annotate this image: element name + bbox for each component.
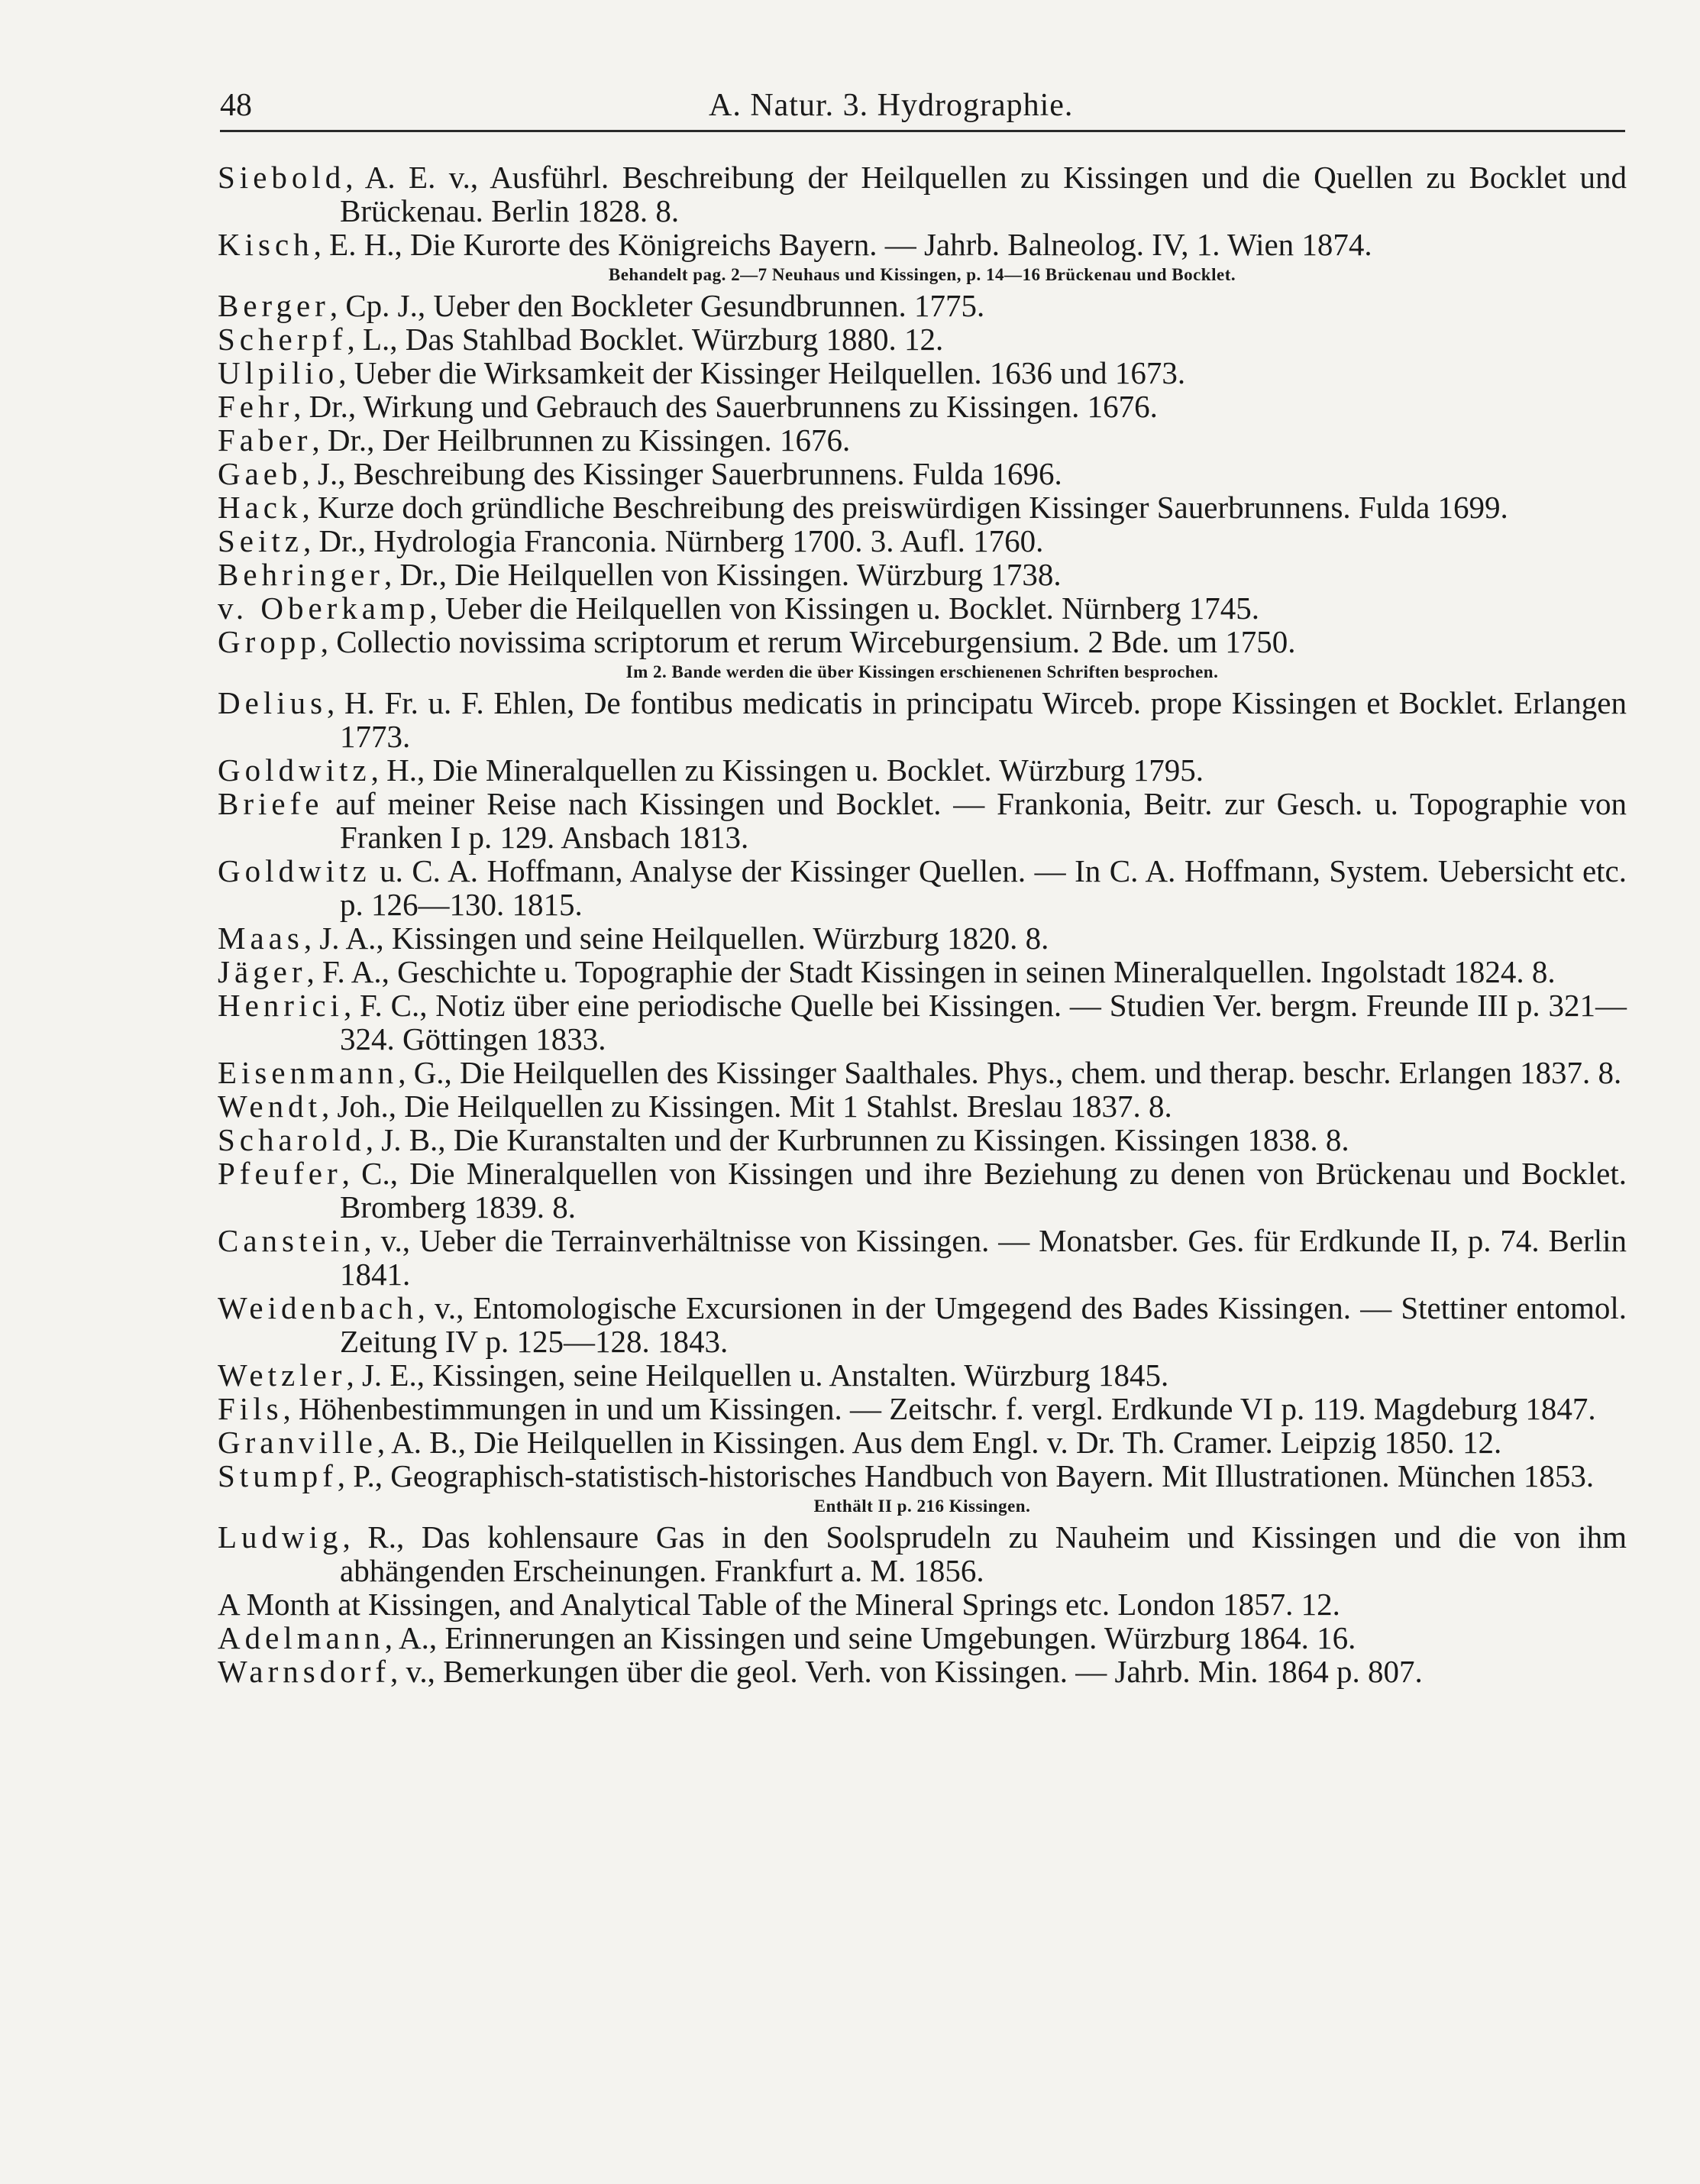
- bibliography-entry: [218, 490, 1627, 524]
- bibliography-entry: [218, 390, 1627, 423]
- bibliography-entry: [218, 457, 1627, 490]
- entry-author: Briefe: [218, 786, 324, 821]
- entry-text: , v., Ueber die Terrainverhältnisse von Kissingen. — Monatsber. Ges. für Erdkunde II, p. 74. Berlin 1841.: [340, 1223, 1627, 1292]
- entry-author: Faber: [218, 422, 312, 458]
- entry-author: v. Oberkamp: [218, 590, 430, 626]
- entry-text: , Kurze doch gründliche Beschreibung des preiswürdigen Kissinger Sauerbrunnens. Fulda 1699.: [302, 490, 1508, 525]
- entry-author: Weidenbach: [218, 1290, 418, 1325]
- entry-author: Fehr: [218, 389, 294, 424]
- bibliography-entry: [218, 753, 1627, 787]
- bibliography-entry: [218, 160, 1627, 228]
- entry-text: , F. A., Geschichte u. Topographie der Stadt Kissingen in seinen Mineralquellen. Ingolstadt 1824. 8.: [306, 954, 1556, 989]
- entry-text: , A. B., Die Heilquellen in Kissingen. Aus dem Engl. v. Dr. Th. Cramer. Leipzig 1850. 12.: [377, 1425, 1502, 1460]
- entry-text: , Dr., Der Heilbrunnen zu Kissingen. 1676.: [312, 422, 851, 458]
- entry-author: Wetzler: [218, 1357, 347, 1393]
- entry-text: , A., Erinnerungen an Kissingen und seine Umgebungen. Würzburg 1864. 16.: [384, 1620, 1356, 1655]
- entry-author: Fils: [218, 1391, 283, 1426]
- entry-text: , Cp. J., Ueber den Bockleter Gesundbrunnen. 1775.: [329, 288, 985, 323]
- entry-author: Henrici: [218, 988, 344, 1023]
- bibliography-entry: [218, 356, 1627, 390]
- bibliography-entry: [218, 289, 1627, 322]
- entry-author: Scharold: [218, 1122, 366, 1157]
- entry-author: Canstein: [218, 1223, 364, 1258]
- entry-text: u. C. A. Hoffmann, Analyse der Kissinger Quellen. — In C. A. Hoffmann, System. Uebersicht etc. p. 126—130. 1815.: [340, 853, 1627, 922]
- bibliography-entry: [218, 228, 1627, 261]
- entry-author: Ludwig: [218, 1519, 343, 1555]
- entry-author: Goldwitz: [218, 752, 371, 788]
- entry-author: Pfeufer: [218, 1156, 342, 1191]
- entry-text: , Dr., Hydrologia Franconia. Nürnberg 1700. 3. Aufl. 1760.: [302, 523, 1044, 558]
- bibliography-entry: [218, 1655, 1627, 1688]
- bibliography-entry: [218, 955, 1627, 988]
- bibliography-entry: [218, 322, 1627, 356]
- bibliography-entry: [218, 1123, 1627, 1157]
- bibliography-entry: [218, 1425, 1627, 1459]
- entry-author: Wendt: [218, 1089, 322, 1124]
- entry-text: , H., Die Mineralquellen zu Kissingen u. Bocklet. Würzburg 1795.: [370, 752, 1204, 788]
- entry-author: Seitz: [218, 523, 303, 558]
- entry-author: Granville: [218, 1425, 377, 1460]
- entry-author: Gaeb: [218, 456, 302, 491]
- bibliography-entry: [218, 1392, 1627, 1425]
- entry-note: Behandelt pag. 2—7 Neuhaus und Kissingen, p. 14—16 Brückenau und Bocklet.: [608, 265, 1236, 284]
- bibliography-list: [218, 160, 1627, 1688]
- entry-author: Berger: [218, 288, 330, 323]
- entry-note: Im 2. Bande werden die über Kissingen erschienenen Schriften besprochen.: [625, 662, 1219, 681]
- bibliography-entry: [218, 591, 1627, 625]
- entry-text: , Ueber die Heilquellen von Kissingen u. Bocklet. Nürnberg 1745.: [429, 590, 1260, 626]
- bibliography-entry: [218, 1291, 1627, 1358]
- bibliography-entry: [218, 524, 1627, 558]
- entry-text: , F. C., Notiz über eine periodische Quelle bei Kissingen. — Studien Ver. bergm. Freunde III p. 321—324. Göttingen 1833.: [340, 988, 1627, 1056]
- bibliography-entry: [218, 423, 1627, 457]
- entry-author: Behringer: [218, 557, 384, 592]
- entry-text: , J. A., Kissingen und seine Heilquellen. Würzburg 1820. 8.: [303, 921, 1049, 956]
- entry-author: Goldwitz: [218, 853, 371, 888]
- entry-text: , A. E. v., Ausführl. Beschreibung der Heilquellen zu Kissingen und die Quellen zu Bocklet und Brückenau. Berlin 1828. 8.: [340, 160, 1627, 228]
- entry-text: , P., Geographisch-statistisch-historisches Handbuch von Bayern. Mit Illustrationen. München 1853.: [337, 1458, 1595, 1493]
- bibliography-entry: [218, 1587, 1627, 1621]
- entry-text: , Ueber die Wirksamkeit der Kissinger Heilquellen. 1636 und 1673.: [338, 355, 1186, 390]
- entry-author: Hack: [218, 490, 302, 525]
- entry-author: Adelmann: [218, 1620, 385, 1655]
- entry-author: Gropp: [218, 624, 321, 659]
- bibliography-entry: [218, 1520, 1627, 1587]
- bibliography-entry: [218, 988, 1627, 1056]
- bibliography-entry: [218, 921, 1627, 955]
- bibliography-entry: [218, 1459, 1627, 1493]
- entry-text: , C., Die Mineralquellen von Kissingen und ihre Beziehung zu denen von Brückenau und Bocklet. Bromberg 1839. 8.: [340, 1156, 1627, 1225]
- entry-text: A Month at Kissingen, and Analytical Table of the Mineral Springs etc. London 1857. 12.: [218, 1587, 1340, 1622]
- entry-author: Kisch: [218, 227, 314, 262]
- entry-text: , J. B., Die Kuranstalten und der Kurbrunnen zu Kissingen. Kissingen 1838. 8.: [365, 1122, 1349, 1157]
- entry-author: Scherpf: [218, 322, 347, 357]
- entry-text: , v., Bemerkungen über die geol. Verh. von Kissingen. — Jahrb. Min. 1864 p. 807.: [390, 1654, 1423, 1689]
- entry-text: , Höhenbestimmungen in und um Kissingen. — Zeitschr. f. vergl. Erdkunde VI p. 119. Magdeburg 1847.: [283, 1391, 1596, 1426]
- bibliography-entry: [218, 787, 1627, 854]
- entry-text: , E. H., Die Kurorte des Königreichs Bayern. — Jahrb. Balneolog. IV, 1. Wien 1874.: [313, 227, 1372, 262]
- bibliography-entry: [218, 1621, 1627, 1655]
- entry-text: , Dr., Die Heilquellen von Kissingen. Würzburg 1738.: [383, 557, 1062, 592]
- entry-text: , Collectio novissima scriptorum et rerum Wirceburgensium. 2 Bde. um 1750.: [320, 624, 1296, 659]
- page-header: [220, 84, 1625, 132]
- running-title: A. Natur. 3. Hydrographie.: [709, 88, 1074, 123]
- entry-note: Enthält II p. 216 Kissingen.: [813, 1496, 1031, 1516]
- bibliography-entry: [218, 854, 1627, 921]
- entry-text: , Dr., Wirkung und Gebrauch des Sauerbrunnens zu Kissingen. 1676.: [293, 389, 1158, 424]
- entry-author: Siebold: [218, 160, 346, 195]
- entry-text: , L., Das Stahlbad Bocklet. Würzburg 1880. 12.: [347, 322, 944, 357]
- bibliography-entry: [218, 625, 1627, 658]
- entry-author: Stumpf: [218, 1458, 338, 1493]
- bibliography-entry: [218, 558, 1627, 591]
- entry-author: Delius: [218, 685, 328, 720]
- page-number: 48: [220, 88, 252, 123]
- entry-text: , G., Die Heilquellen des Kissinger Saalthales. Phys., chem. und therap. beschr. Erlangen 1837. 8.: [398, 1055, 1622, 1090]
- entry-text: , J. E., Kissingen, seine Heilquellen u. Anstalten. Würzburg 1845.: [346, 1357, 1169, 1393]
- entry-author: Maas: [218, 921, 304, 956]
- entry-text: , R., Das kohlensaure Gas in den Soolsprudeln zu Nauheim und Kissingen und die von ihm abhängenden Erscheinungen. Frankfurt a. M. 1856.: [340, 1519, 1627, 1588]
- bibliography-entry: [218, 1056, 1627, 1089]
- bibliography-entry: [218, 686, 1627, 753]
- entry-author: Jäger: [218, 954, 307, 989]
- bibliography-entry: [218, 1358, 1627, 1392]
- entry-text: auf meiner Reise nach Kissingen und Bocklet. — Frankonia, Beitr. zur Gesch. u. Topographie von Franken I p. 129. Ansbach 1813.: [323, 786, 1627, 855]
- entry-text: , Joh., Die Heilquellen zu Kissingen. Mit 1 Stahlst. Breslau 1837. 8.: [322, 1089, 1172, 1124]
- bibliography-entry: [218, 1089, 1627, 1123]
- entry-text: , H. Fr. u. F. Ehlen, De fontibus medicatis in principatu Wirceb. prope Kissingen et Bocklet. Erlangen 1773.: [327, 685, 1627, 754]
- entry-text: , v., Entomologische Excursionen in der Umgegend des Bades Kissingen. — Stettiner entomol. Zeitung IV p. 125—128. 1843.: [340, 1290, 1627, 1359]
- bibliography-entry: [218, 1224, 1627, 1291]
- entry-author: Eisenmann: [218, 1055, 399, 1090]
- bibliography-entry: [218, 1157, 1627, 1224]
- entry-author: Ulpilio: [218, 355, 339, 390]
- entry-text: , J., Beschreibung des Kissinger Sauerbrunnens. Fulda 1696.: [302, 456, 1062, 491]
- entry-author: Warnsdorf: [218, 1654, 391, 1689]
